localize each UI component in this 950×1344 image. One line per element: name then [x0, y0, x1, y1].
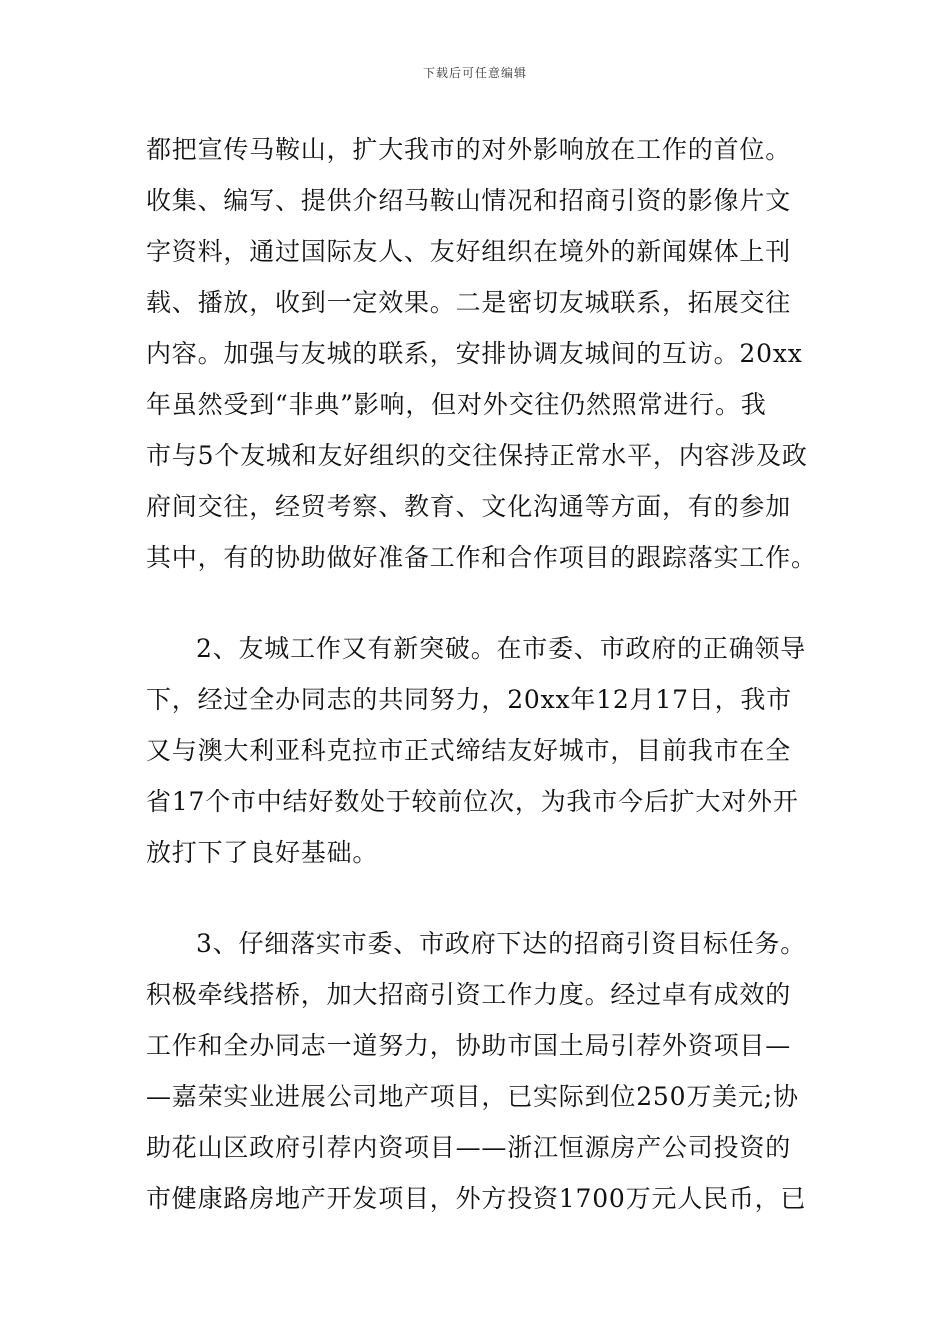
text-line: 又与澳大利亚科克拉市正式缔结友好城市，目前我市在全	[146, 736, 792, 765]
text-line: 工作和全办同志一道努力，协助市国土局引荐外资项目—	[146, 1031, 792, 1060]
text-line: 收集、编写、提供介绍马鞍山情况和招商引资的影像片文	[146, 186, 792, 215]
text-line: 都把宣传马鞍山，扩大我市的对外影响放在工作的首位。	[146, 135, 792, 164]
text-line: 2、友城工作又有新突破。在市委、市政府的正确领导	[196, 634, 807, 663]
paragraph-gap	[146, 878, 808, 918]
text-line: 3、仔细落实市委、市政府下达的招商引资目标任务。	[196, 929, 807, 958]
text-line: —嘉荣实业进展公司地产项目，已实际到位250万美元;协	[146, 1082, 799, 1111]
page-header: 下载后可任意编辑	[422, 66, 527, 80]
text-line: 放打下了良好基础。	[146, 838, 379, 867]
paragraph-3	[146, 918, 808, 1224]
text-line: 积极牵线搭桥，加大招商引资工作力度。经过卓有成效的	[146, 980, 792, 1009]
text-line: 下，经过全办同志的共同努力，20xx年12月17日，我市	[146, 685, 793, 714]
text-line: 省17个市中结好数处于较前位次，为我市今后扩大对外开	[146, 787, 799, 816]
document-body	[146, 124, 817, 1224]
text-line: 其中，有的协助做好准备工作和合作项目的跟踪落实工作。	[146, 543, 817, 572]
text-line: 载、播放，收到一定效果。二是密切友城联系，拓展交往	[146, 288, 792, 317]
text-line: 年虽然受到“非典”影响，但对外交往仍然照常进行。我	[146, 390, 767, 419]
text-line: 字资料，通过国际友人、友好组织在境外的新闻媒体上刊	[146, 237, 792, 266]
paragraph-gap	[146, 583, 808, 623]
text-line: 助花山区政府引荐内资项目——浙江恒源房产公司投资的	[146, 1133, 792, 1162]
text-line: 市健康路房地产开发项目，外方投资1700万元人民币，已	[146, 1184, 807, 1213]
text-line: 市与5个友城和友好组织的交往保持正常水平，内容涉及政	[146, 441, 808, 470]
paragraph-1	[146, 124, 817, 583]
text-line: 府间交往，经贸考察、教育、文化沟通等方面，有的参加	[146, 492, 792, 521]
paragraph-2	[146, 623, 808, 878]
text-line: 内容。加强与友城的联系，安排协调友城间的互访。20xx	[146, 339, 803, 368]
